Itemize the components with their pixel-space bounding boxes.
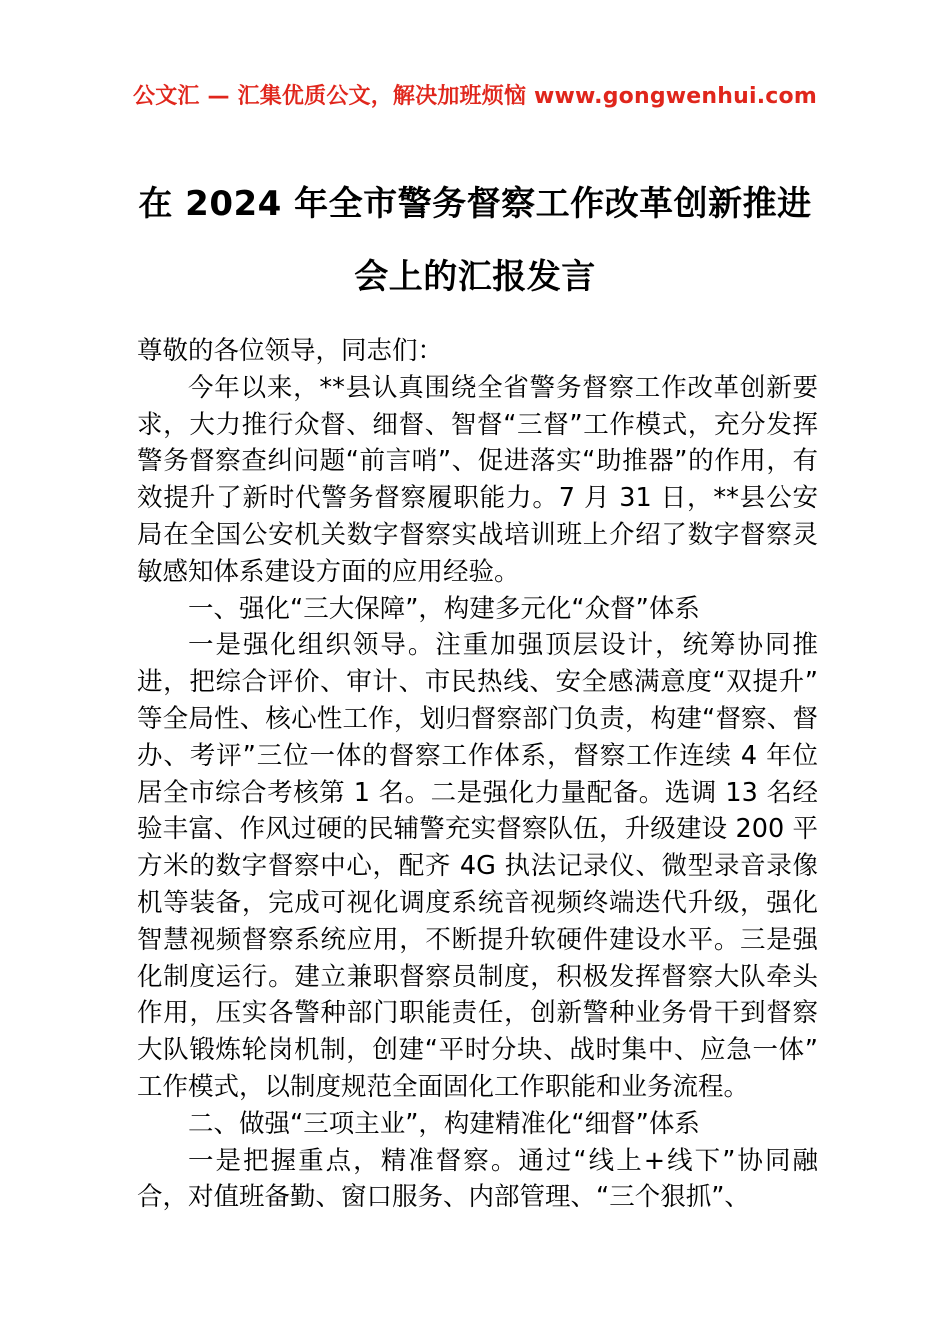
paragraph-salutation: 尊敬的各位领导，同志们：	[137, 336, 444, 366]
paragraph-section-two-body: 一是把握重点，精准督察。通过“线上+线下”协同融合，对值班备勤、窗口服务、内部管理、“三个狠抓”、	[137, 1145, 818, 1213]
promo-banner-watermark: 公文汇 — 汇集优质公文，解决加班烦恼 www.gongwenhui.com	[133, 84, 817, 109]
page-title-line-1: 在 2024 年全市警务督察工作改革创新推进	[138, 184, 812, 224]
page-title	[120, 168, 830, 314]
page-title-line-2: 会上的汇报发言	[354, 257, 596, 297]
paragraph-opening: 今年以来，**县认真围绕全省警务督察工作改革创新要求，大力推行众督、细督、智督“三督”工作模式，充分发挥警务督察查纠问题“前言哨”、促进落实“助推器”的作用，有效提升了新时代警务督察履职能力。7 月 31 日，**县公安局在全国公安机关数字督察实战培训班上介绍了数字督察灵敏感知体系建设方面的应用经验。	[137, 372, 818, 587]
document-body	[137, 333, 818, 1216]
heading-section-two: 二、做强“三项主业”，构建精准化“细督”体系	[188, 1108, 700, 1139]
heading-section-one: 一、强化“三大保障”，构建多元化“众督”体系	[188, 593, 700, 624]
paragraph-section-one-body: 一是强化组织领导。注重加强顶层设计，统筹协同推进，把综合评价、审计、市民热线、安全感满意度“双提升”等全局性、核心性工作，划归督察部门负责，构建“督察、督办、考评”三位一体的督察工作体系，督察工作连续 4 年位居全市综合考核第 1 名。二是强化力量配备。选调 13 名经验丰富、作风过硬的民辅警充实督察队伍，升级建设 200 平方米的数字督察中心，配齐 4G 执法记录仪、微型录音录像机等装备，完成可视化调度系统音视频终端迭代升级，强化智慧视频督察系统应用，不断提升软硬件建设水平。三是强化制度运行。建立兼职督察员制度，积极发挥督察大队牵头作用，压实各警种部门职能责任，创新警种业务骨干到督察大队锻炼轮岗机制，创建“平时分块、战时集中、应急一体”工作模式，以制度规范全面固化工作职能和业务流程。	[137, 630, 818, 1102]
